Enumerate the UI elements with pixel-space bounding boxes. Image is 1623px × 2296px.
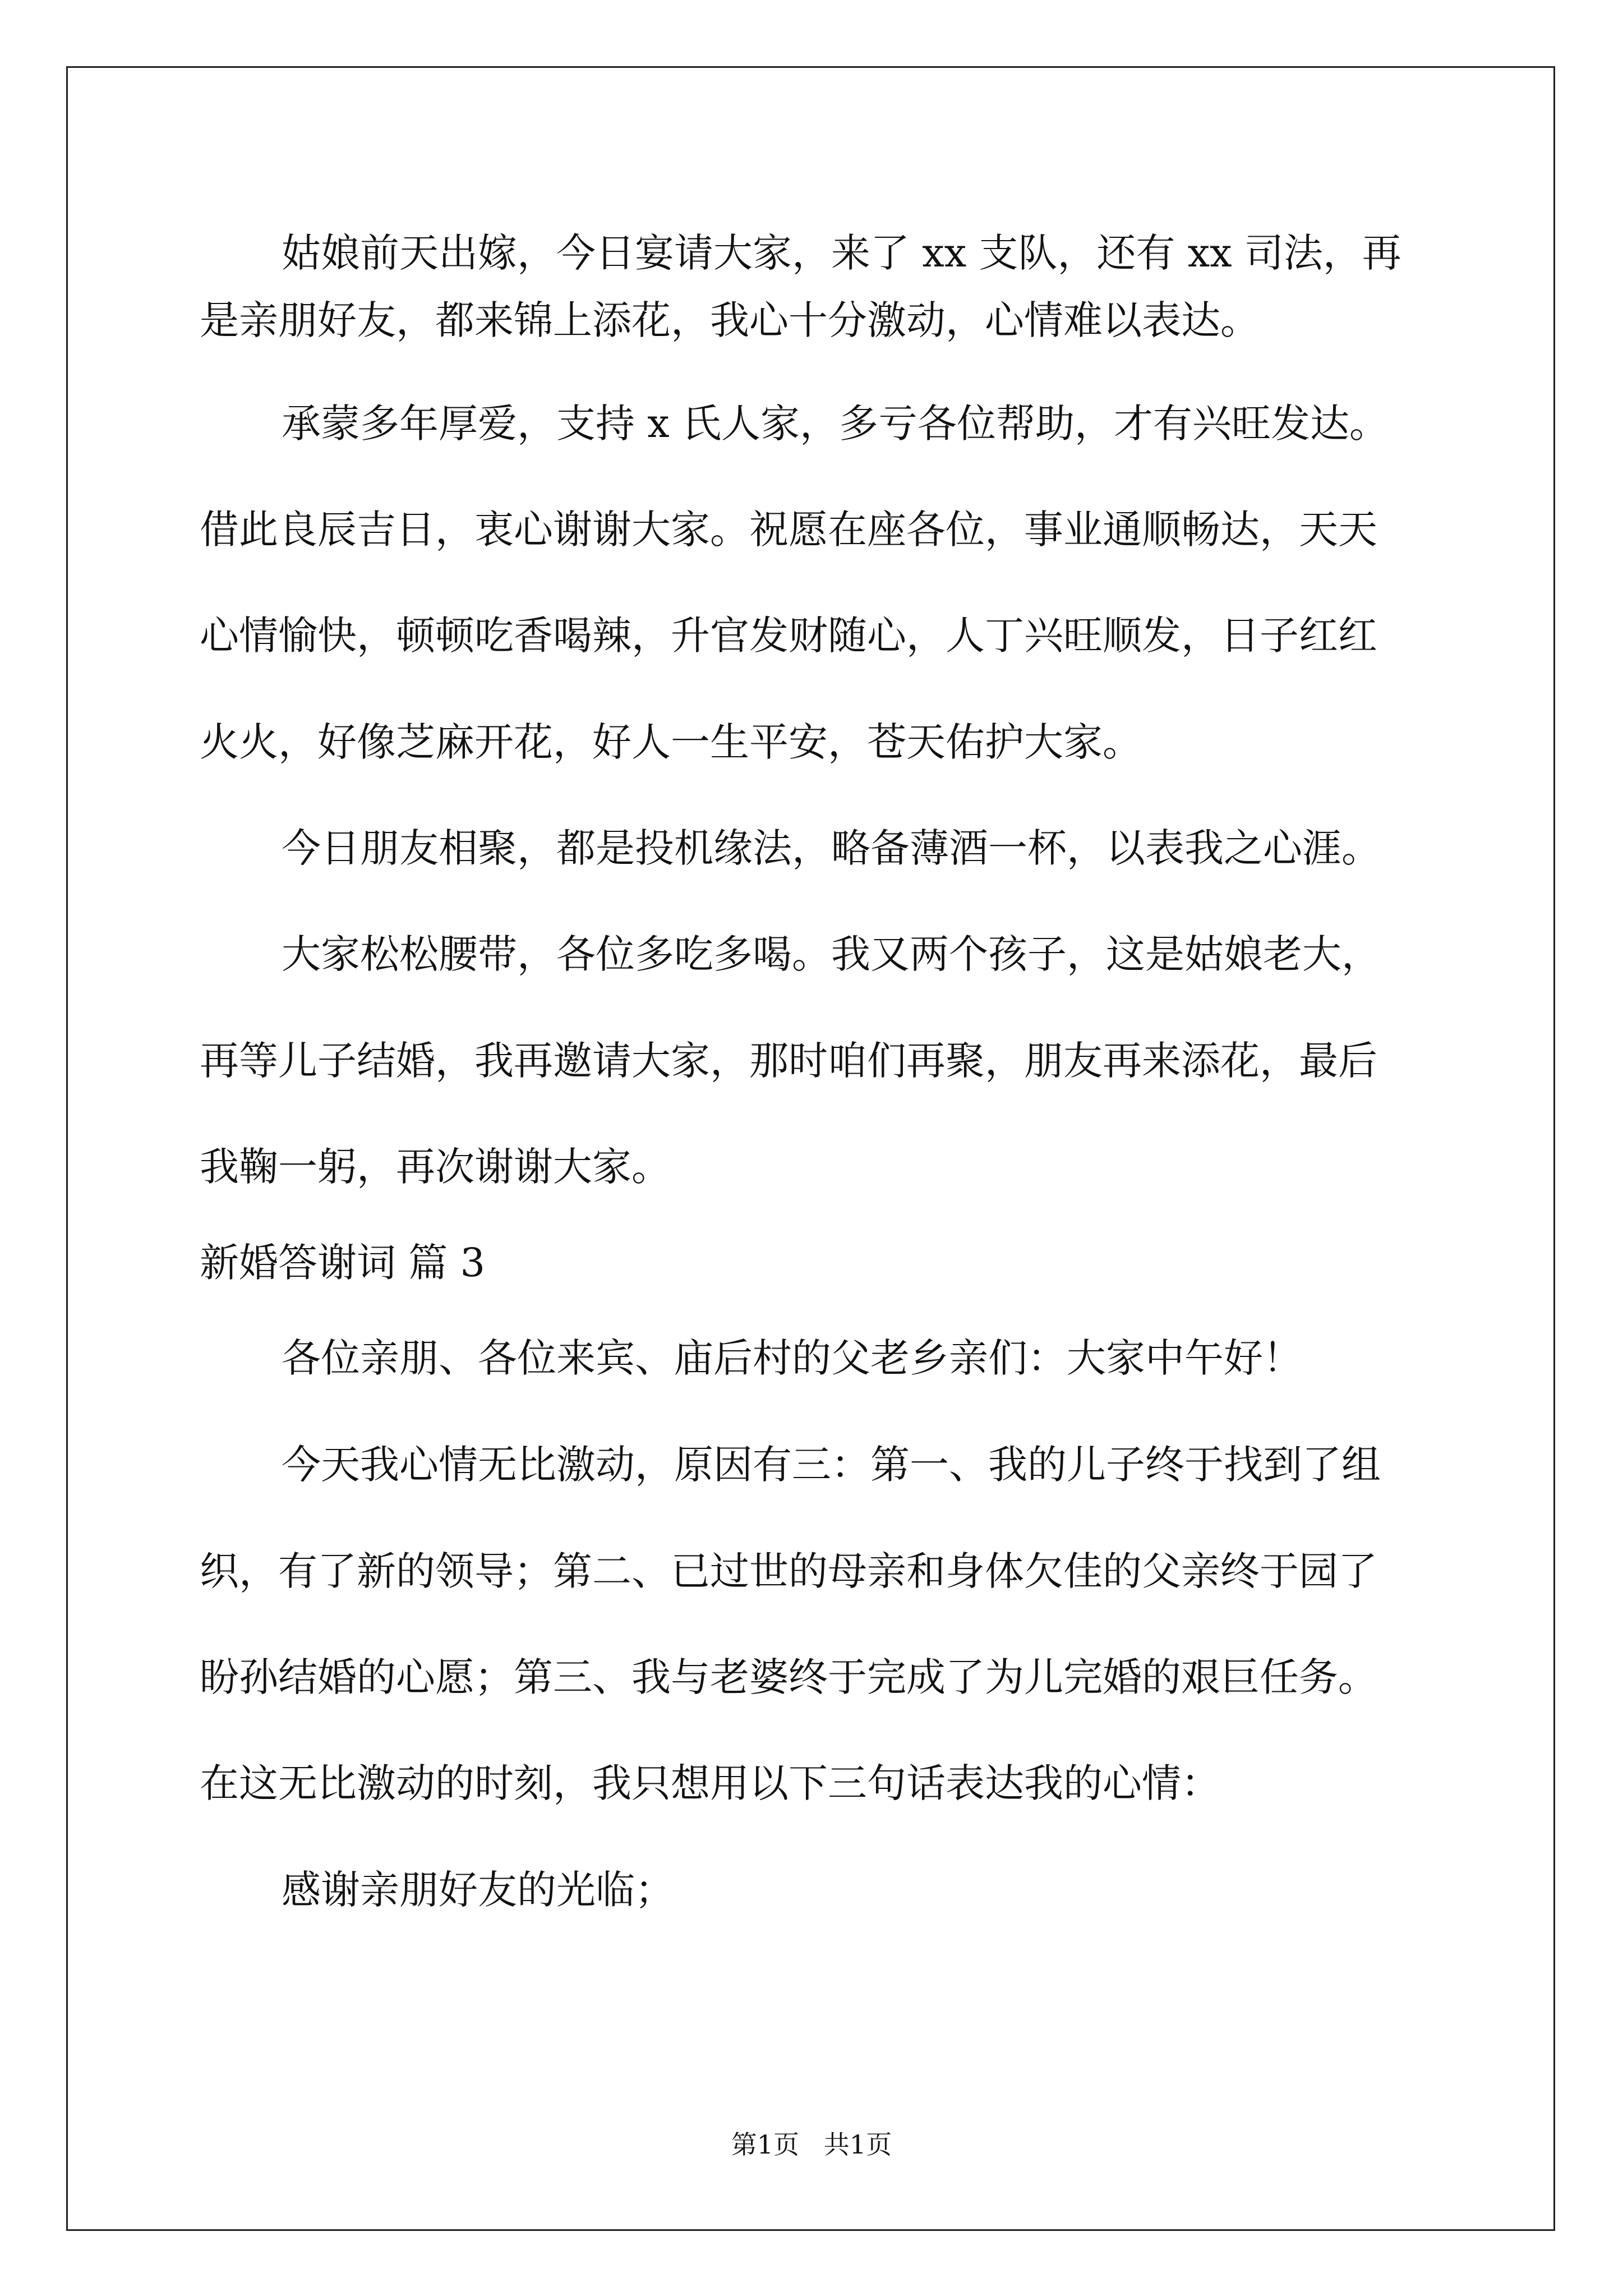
paragraph-line: 今日朋友相聚，都是投机缘法，略备薄酒一杯，以表我之心涯。 [282,825,1381,871]
page-footer: 第1页 共1页 [731,2129,892,2160]
section-heading: 新婚答谢词 篇 3 [200,1240,486,1286]
paragraph-line: 大家松松腰带，各位多吃多喝。我又两个孩子，这是姑娘老大， [282,931,1381,977]
paragraph-line: 盼孙结婚的心愿；第三、我与老婆终于完成了为儿完婚的艰巨任务。 [200,1654,1377,1700]
paragraph-line: 火火，好像芝麻开花，好人一生平安，苍天佑护大家。 [200,719,1142,765]
paragraph-line: 承蒙多年厚爱，支持 x 氏人家，多亏各位帮助，才有兴旺发达。 [282,401,1389,447]
paragraph-line: 是亲朋好友，都来锦上添花，我心十分激动，心情难以表达。 [200,297,1260,343]
paragraph-line: 在这无比激动的时刻，我只想用以下三句话表达我的心情： [200,1760,1220,1806]
paragraph-line: 借此良辰吉日，衷心谢谢大家。祝愿在座各位，事业通顺畅达，天天 [200,507,1377,553]
paragraph-line: 今天我心情无比激动，原因有三：第一、我的儿子终于找到了组 [282,1442,1381,1488]
paragraph-line: 心情愉快，顿顿吃香喝辣，升官发财随心，人丁兴旺顺发，日子红红 [200,613,1377,659]
paragraph-line: 姑娘前天出嫁，今日宴请大家，来了 xx 支队，还有 xx 司法，再 [282,230,1401,276]
paragraph-line: 再等儿子结婚，我再邀请大家，那时咱们再聚，朋友再来添花，最后 [200,1038,1377,1084]
paragraph-line: 各位亲朋、各位来宾、庙后村的父老乡亲们：大家中午好！ [282,1335,1302,1381]
paragraph-line: 织，有了新的领导；第二、已过世的母亲和身体欠佳的父亲终于园了 [200,1548,1377,1594]
paragraph-line: 感谢亲朋好友的光临； [282,1867,674,1913]
paragraph-line: 我鞠一躬，再次谢谢大家。 [200,1144,671,1190]
